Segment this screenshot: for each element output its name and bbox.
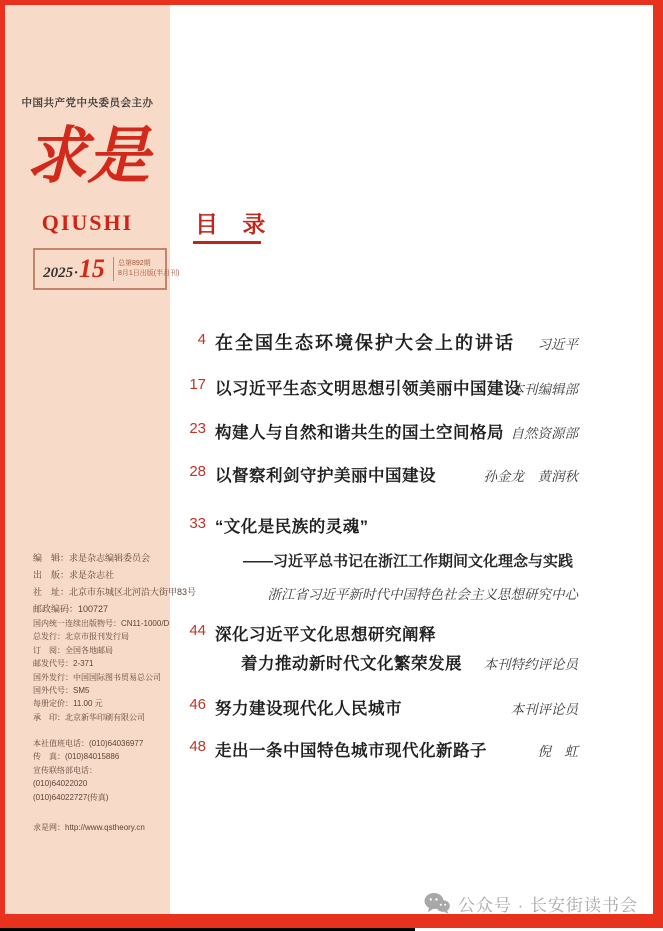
toc-entry-author: 本刊编辑部 — [510, 382, 578, 397]
website-line[interactable]: 求是网：http://www.qstheory.cn — [33, 823, 145, 832]
toc-entry-title[interactable]: 深化习近平文化思想研究阐释 — [215, 626, 436, 644]
qiushi-calligraphy-logo: 求是 — [25, 123, 150, 191]
toc-entry-author: 倪 虹 — [537, 744, 578, 759]
publisher-info-block — [33, 550, 197, 618]
wechat-icon — [424, 892, 450, 914]
issue-year: 2025 — [43, 265, 74, 281]
toc-title-underline — [193, 241, 261, 244]
masthead-text: 中国共产党中央委员会主办 — [21, 97, 154, 109]
toc-entry-title[interactable]: 在全国生态环境保护大会上的讲话 — [215, 333, 515, 353]
toc-entry-author: 本刊特约评论员 — [483, 657, 578, 672]
frame-border-bottom — [0, 914, 663, 928]
qiushi-latin-logo: QIUSHI — [41, 210, 134, 235]
footer-watermark — [424, 891, 638, 915]
toc-entry-author: 自然资源部 — [510, 426, 578, 441]
toc-entry-title[interactable]: 努力建设现代化人民城市 — [215, 700, 402, 718]
toc-page-number: 46 — [189, 696, 206, 713]
toc-entry-author: 孙金龙 黄润秋 — [483, 469, 578, 484]
toc-entry-author: 习近平 — [537, 337, 578, 352]
toc-page-number: 4 — [197, 331, 206, 348]
info-line: 总发行：北京市报刊发行局 — [33, 632, 129, 642]
info-line: (010)64022020 — [33, 779, 88, 789]
issue-number-group — [35, 254, 113, 284]
info-line: 传 真：(010)84015886 — [33, 752, 120, 762]
toc-page-number: 17 — [189, 376, 206, 393]
issue-number: 15 — [78, 254, 105, 283]
info-line: 承 印：北京新华印刷有限公司 — [33, 712, 145, 722]
toc-entry-author: 浙江省习近平新时代中国特色社会主义思想研究中心 — [267, 587, 578, 602]
info-line: 国内统一连续出版物号：CN11-1000/D — [33, 619, 170, 628]
info-line: (010)64022727(传真) — [33, 792, 109, 802]
info-line: 社 址：北京市东城区北河沿大街甲83号 — [33, 587, 197, 597]
info-line: 邮政编码：100727 — [33, 604, 109, 614]
info-line: 每册定价：11.00 元 — [33, 699, 103, 709]
footer-label: 公众号 · 长安街读书会 — [457, 895, 638, 915]
toc-entry-title-line2[interactable]: 着力推动新时代文化繁荣发展 — [241, 655, 462, 673]
toc-page-number: 23 — [189, 420, 206, 437]
issue-pub-date: 8月1日出版(半月刊) — [118, 270, 180, 277]
toc-entry-title[interactable]: 以习近平生态文明思想引领美丽中国建设 — [215, 380, 521, 398]
sidebar-panel — [5, 5, 197, 914]
issue-dot: · — [74, 265, 78, 281]
info-line: 国外发行：中国国际图书贸易总公司 — [33, 672, 161, 682]
info-line: 国外代号：SM5 — [33, 686, 90, 696]
toc-page-number: 48 — [189, 738, 206, 755]
info-line: 宣传联络部电话： — [33, 765, 97, 775]
toc-entry-title[interactable]: 以督察利剑守护美丽中国建设 — [215, 467, 436, 485]
toc-entry-subtitle: ——习近平总书记在浙江工作期间文化理念与实践 — [243, 553, 574, 570]
info-line: 编 辑：求是杂志编辑委员会 — [33, 553, 151, 563]
issue-meta — [113, 257, 179, 281]
distribution-info-block — [33, 617, 169, 724]
toc-entry-title[interactable]: 构建人与自然和谐共生的国土空间格局 — [215, 424, 504, 442]
toc-entry-title[interactable]: 走出一条中国特色城市现代化新路子 — [215, 742, 487, 760]
toc-page-number: 28 — [189, 463, 206, 480]
issue-serial: 总第892期 — [118, 260, 151, 267]
info-line: 出 版：求是杂志社 — [33, 570, 115, 580]
info-line: 邮发代号：2-371 — [33, 659, 94, 669]
toc-title: 目 录 — [195, 211, 275, 237]
frame-border-right — [653, 0, 663, 928]
toc-entry-author: 本刊评论员 — [510, 702, 578, 717]
toc-entry-title[interactable]: “文化是民族的灵魂” — [215, 518, 369, 536]
issue-box — [33, 248, 180, 290]
contact-info-block — [33, 737, 169, 804]
info-line: 本社值班电话：(010)64036977 — [33, 739, 144, 748]
info-line: 订 阅：全国各地邮局 — [33, 645, 113, 655]
toc-page-number: 44 — [189, 622, 206, 639]
toc-page-number: 33 — [189, 515, 206, 532]
